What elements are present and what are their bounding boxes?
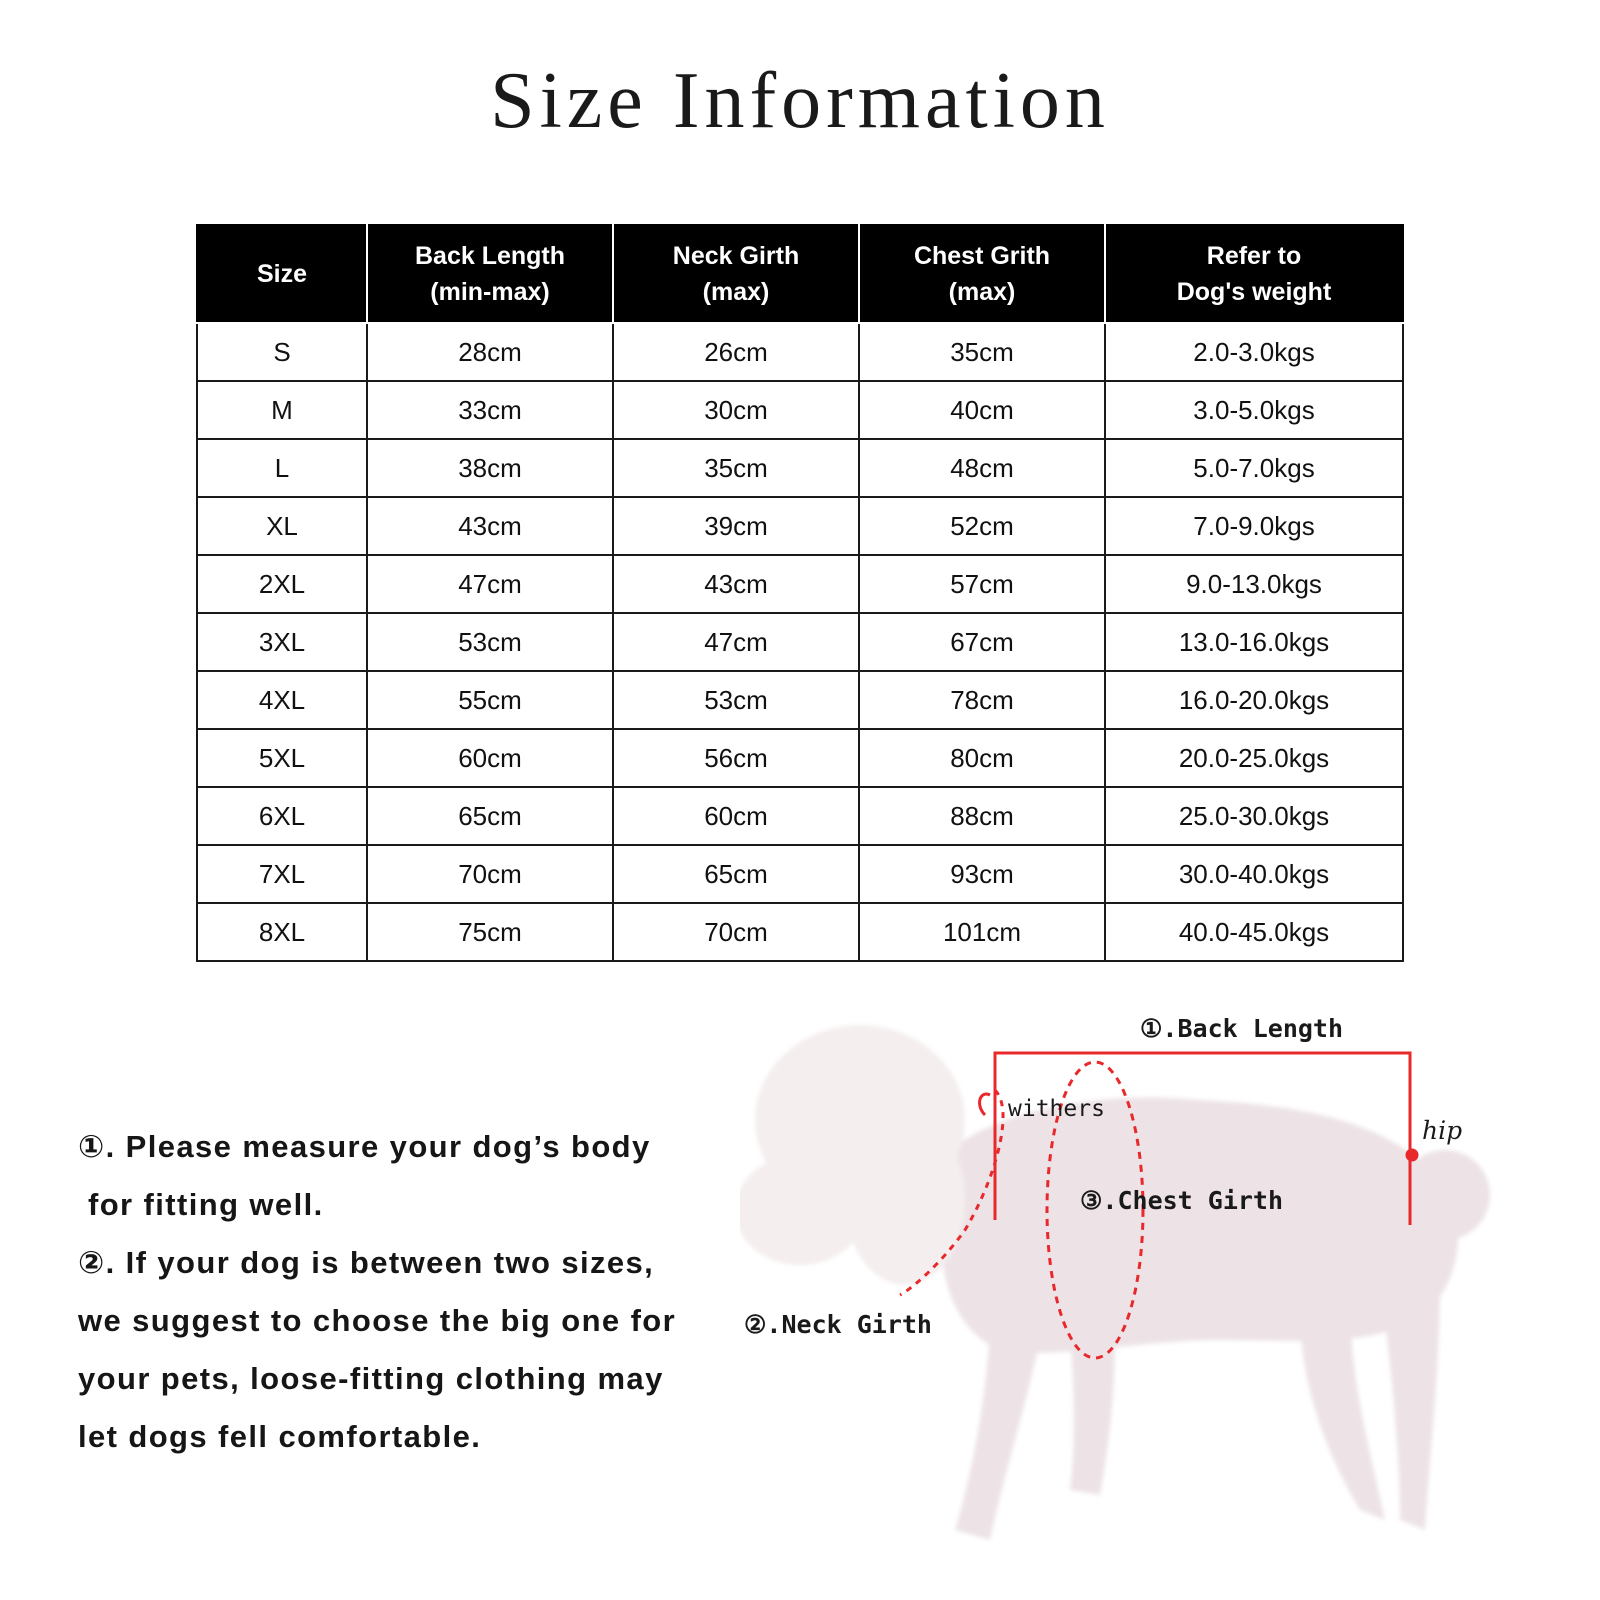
cell-size: 5XL (197, 729, 367, 787)
table-row (197, 497, 1403, 555)
dog-body (940, 1097, 1458, 1352)
header-chest-girth: Chest Grith (max) (859, 225, 1105, 323)
cell-dog-weight: 5.0-7.0kgs (1105, 439, 1403, 497)
cell-dog-weight: 16.0-20.0kgs (1105, 671, 1403, 729)
cell-back-length: 65cm (367, 787, 613, 845)
hip-label: hip (1422, 1116, 1463, 1145)
note-line: for fitting well. (88, 1187, 324, 1222)
neck-girth-line-solid (980, 1094, 990, 1115)
table-row (197, 845, 1403, 903)
cell-chest-girth: 40cm (859, 381, 1105, 439)
table-row (197, 381, 1403, 439)
cell-dog-weight: 40.0-45.0kgs (1105, 903, 1403, 961)
table-row (197, 613, 1403, 671)
cell-neck-girth: 35cm (613, 439, 859, 497)
header-neck-girth: Neck Girth (max) (613, 225, 859, 323)
cell-dog-weight: 30.0-40.0kgs (1105, 845, 1403, 903)
cell-back-length: 38cm (367, 439, 613, 497)
cell-back-length: 47cm (367, 555, 613, 613)
dog-ear (845, 1115, 965, 1285)
table-row (197, 671, 1403, 729)
table-row (197, 729, 1403, 787)
header-back-length: Back Length (min-max) (367, 225, 613, 323)
cell-chest-girth: 78cm (859, 671, 1105, 729)
cell-back-length: 75cm (367, 903, 613, 961)
note-line: ②. If your dog is between two sizes, (78, 1245, 655, 1280)
note-line: ①. Please measure your dog’s body (78, 1129, 651, 1164)
cell-chest-girth: 101cm (859, 903, 1105, 961)
cell-size: XL (197, 497, 367, 555)
cell-chest-girth: 67cm (859, 613, 1105, 671)
neck-girth-label: ②.Neck Girth (744, 1310, 932, 1339)
header-dog-weight: Refer to Dog's weight (1105, 225, 1403, 323)
cell-back-length: 53cm (367, 613, 613, 671)
withers-label: withers (1008, 1096, 1105, 1122)
back-length-label: ①.Back Length (1140, 1014, 1344, 1043)
dog-front-leg (1070, 1330, 1115, 1495)
cell-size: 6XL (197, 787, 367, 845)
cell-back-length: 55cm (367, 671, 613, 729)
measurement-notes (78, 1118, 738, 1466)
cell-neck-girth: 60cm (613, 787, 859, 845)
cell-chest-girth: 35cm (859, 323, 1105, 381)
header-size: Size (197, 225, 367, 323)
cell-dog-weight: 7.0-9.0kgs (1105, 497, 1403, 555)
cell-chest-girth: 48cm (859, 439, 1105, 497)
cell-size: S (197, 323, 367, 381)
cell-back-length: 43cm (367, 497, 613, 555)
cell-neck-girth: 65cm (613, 845, 859, 903)
hip-marker (1407, 1150, 1417, 1160)
dog-front-leg (955, 1330, 1040, 1540)
cell-size: L (197, 439, 367, 497)
cell-neck-girth: 26cm (613, 323, 859, 381)
cell-size: 4XL (197, 671, 367, 729)
cell-neck-girth: 30cm (613, 381, 859, 439)
cell-chest-girth: 88cm (859, 787, 1105, 845)
dog-measurement-diagram (740, 1010, 1540, 1590)
table-row (197, 439, 1403, 497)
cell-size: 3XL (197, 613, 367, 671)
chest-girth-label: ③.Chest Girth (1080, 1186, 1284, 1215)
table-row (197, 787, 1403, 845)
cell-chest-girth: 93cm (859, 845, 1105, 903)
cell-back-length: 70cm (367, 845, 613, 903)
cell-neck-girth: 53cm (613, 671, 859, 729)
cell-chest-girth: 80cm (859, 729, 1105, 787)
cell-dog-weight: 13.0-16.0kgs (1105, 613, 1403, 671)
cell-back-length: 28cm (367, 323, 613, 381)
table-row (197, 323, 1403, 381)
note-line: let dogs fell comfortable. (78, 1419, 482, 1454)
cell-size: 2XL (197, 555, 367, 613)
cell-dog-weight: 9.0-13.0kgs (1105, 555, 1403, 613)
note-line: we suggest to choose the big one for (78, 1303, 677, 1338)
cell-size: 8XL (197, 903, 367, 961)
cell-neck-girth: 39cm (613, 497, 859, 555)
table-row (197, 903, 1403, 961)
table-row (197, 555, 1403, 613)
cell-back-length: 33cm (367, 381, 613, 439)
cell-neck-girth: 70cm (613, 903, 859, 961)
cell-chest-girth: 57cm (859, 555, 1105, 613)
cell-neck-girth: 47cm (613, 613, 859, 671)
dog-tail (1400, 1150, 1490, 1240)
cell-size: 7XL (197, 845, 367, 903)
cell-chest-girth: 52cm (859, 497, 1105, 555)
cell-back-length: 60cm (367, 729, 613, 787)
cell-dog-weight: 2.0-3.0kgs (1105, 323, 1403, 381)
size-chart-table (196, 224, 1404, 962)
cell-dog-weight: 3.0-5.0kgs (1105, 381, 1403, 439)
cell-neck-girth: 56cm (613, 729, 859, 787)
cell-dog-weight: 25.0-30.0kgs (1105, 787, 1403, 845)
cell-neck-girth: 43cm (613, 555, 859, 613)
cell-dog-weight: 20.0-25.0kgs (1105, 729, 1403, 787)
note-line: your pets, loose-fitting clothing may (78, 1361, 664, 1396)
cell-size: M (197, 381, 367, 439)
dog-illustration (740, 1010, 1540, 1590)
table-header-row (197, 225, 1403, 323)
page-title: Size Information (490, 57, 1110, 145)
